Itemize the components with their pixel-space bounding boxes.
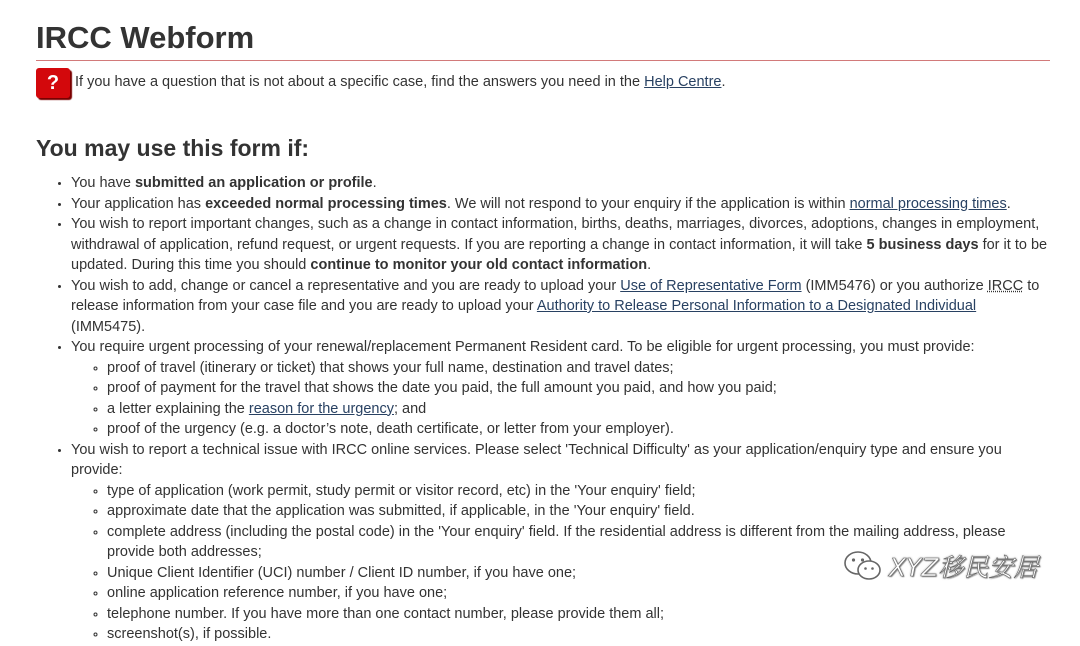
sub-item-address: ◦ complete address (including the postal code) in the 'Your enquiry' field. If the residential address is different from the mailing address, please provide both addresses; <box>107 522 1051 563</box>
wechat-icon <box>843 549 883 583</box>
reason-for-urgency-link[interactable]: reason for the urgency <box>248 400 394 417</box>
list-item-representative: • You wish to add, change or cancel a representative and you are ready to upload your Use of Representative Form (IMM5476) or you authorize IRCC to release information from your case file and you are ready to upload your Authority to Release Personal Information to a Designated Individual (IMM5475). <box>71 276 1051 338</box>
authority-to-release-link[interactable]: Authority to Release Personal Information to a Designated Individual <box>536 298 977 314</box>
watermark <box>843 548 1039 584</box>
title-divider <box>36 60 1050 61</box>
sub-item-letter: ◦ a letter explaining the reason for the urgency; and <box>107 399 1051 420</box>
list-item-technical-issue: • You wish to report a technical issue with IRCC online services. Please select 'Technical Difficulty' as your application/enquiry type and ensure you provide: ◦ type of application (work permit, study permit or visitor record, etc) in the 'Your enquiry' field; ◦ approximate date that the application was submitted, if applicable, in the 'Your enquiry' field. ◦ complete address (including the postal code) in the 'Your enquiry' field. If the residential address is different from the mailing address, please provide both addresses; ◦ Unique Client Identifier (UCI) number / Client ID number, if you have one; ◦ online application reference number, if you have one; ◦ telephone number. If you have more than one contact number, please provide them all; ◦ screenshot(s), if possible. <box>71 440 1051 645</box>
list-item-submitted: • You have submitted an application or profile. <box>71 173 1051 194</box>
sub-item-reference-number: ◦ online application reference number, if you have one; <box>107 583 1051 604</box>
urgent-requirements-list <box>71 358 1051 440</box>
section-heading: You may use this form if: <box>36 135 310 161</box>
sub-item-proof-of-travel: ◦ proof of travel (itinerary or ticket) that shows your full name, destination and travel dates; <box>107 358 1051 379</box>
sub-item-telephone: ◦ telephone number. If you have more than one contact number, please provide them all; <box>107 604 1051 625</box>
list-item-processing-times: • Your application has exceeded normal processing times. We will not respond to your enquiry if the application is within normal processing times. <box>71 194 1051 215</box>
sub-item-proof-of-urgency: ◦ proof of the urgency (e.g. a doctor’s note, death certificate, or letter from your employer). <box>107 419 1051 440</box>
watermark-text: XYZ移民安居 <box>889 553 1039 582</box>
sub-item-screenshot: ◦ screenshot(s), if possible. <box>107 624 1051 645</box>
sub-item-uci: ◦ Unique Client Identifier (UCI) number / Client ID number, if you have one; <box>107 563 1051 584</box>
help-notice <box>36 68 1050 100</box>
normal-processing-times-link[interactable]: normal processing times <box>849 195 1007 212</box>
list-item-report-changes: • You wish to report important changes, such as a change in contact information, births, deaths, marriages, divorces, adoptions, changes in employment, withdrawal of application, refund request, or urgent requests. If you are reporting a change in contact information, it will take 5 business days for it to be updated. During this time you should continue to monitor your old contact information. <box>71 214 1051 276</box>
list-item-urgent-pr-card: • You require urgent processing of your renewal/replacement Permanent Resident card. To be eligible for urgent processing, you must provide: ◦ proof of travel (itinerary or ticket) that shows your full name, destination and travel dates; ◦ proof of payment for the travel that shows the date you paid, the full amount you paid, and how you paid; ◦ a letter explaining the reason for the urgency; and ◦ proof of the urgency (e.g. a doctor’s note, death certificate, or letter from your employer). <box>71 337 1051 440</box>
use-of-representative-form-link[interactable]: Use of Representative Form <box>620 277 802 294</box>
help-notice-text: If you have a question that is not about a specific case, find the answers you need in the Help Centre. <box>75 74 726 90</box>
sub-item-application-type: ◦ type of application (work permit, study permit or visitor record, etc) in the 'Your enquiry' field; <box>107 481 1051 502</box>
sub-item-proof-of-payment: ◦ proof of payment for the travel that shows the date you paid, the full amount you paid, and how you paid; <box>107 378 1051 399</box>
sub-item-approximate-date: ◦ approximate date that the application was submitted, if applicable, in the 'Your enquiry' field. <box>107 501 1051 522</box>
ircc-abbreviation: IRCC <box>987 277 1024 294</box>
help-centre-link[interactable]: Help Centre <box>644 74 722 90</box>
page-title: IRCC Webform <box>36 20 255 55</box>
question-icon: ? <box>36 68 70 98</box>
